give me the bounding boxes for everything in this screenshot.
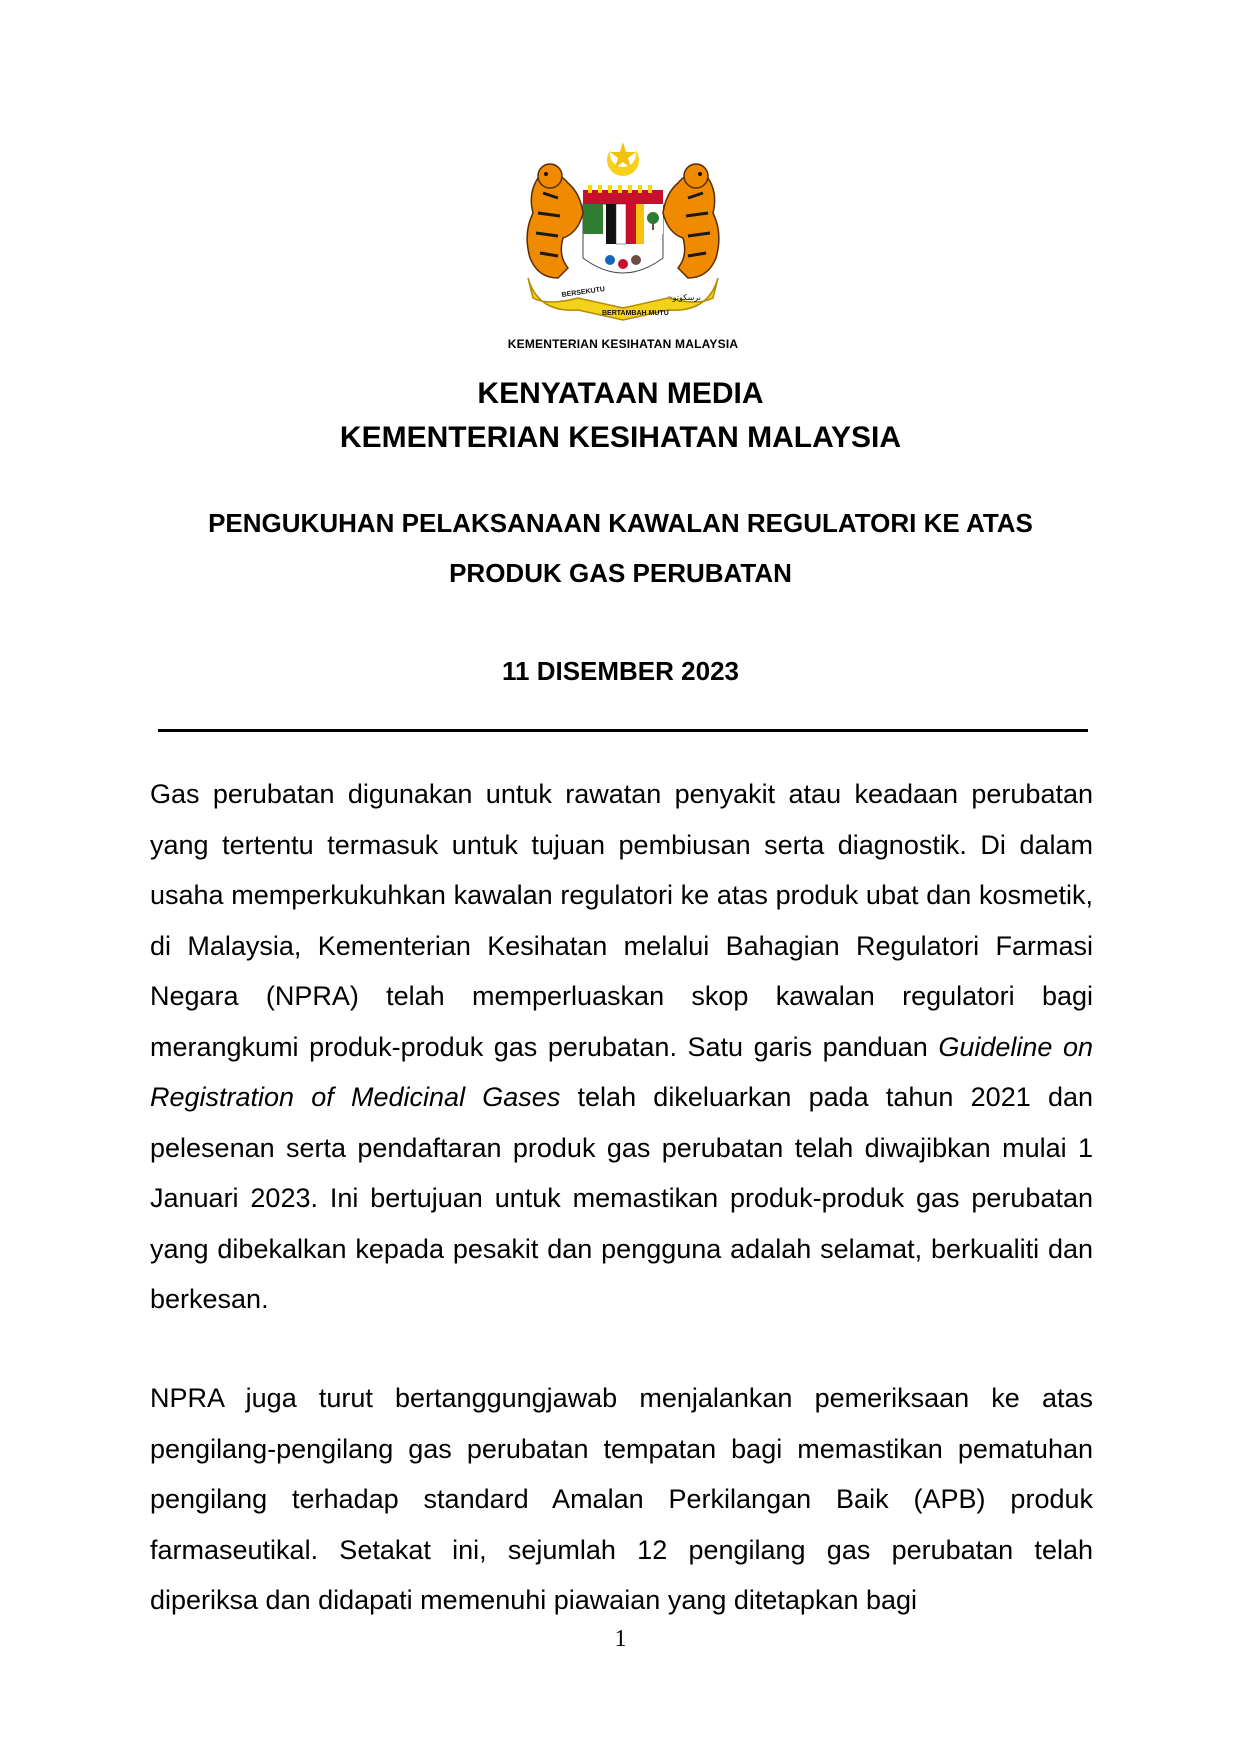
motto-left-text: BERSEKUTU [561, 285, 606, 299]
paragraph-2: NPRA juga turut bertanggungjawab menjalankan pemeriksaan ke atas pengilang-pengilang gas perubatan tempatan bagi memastikan pematuhan pengilang terhadap standard Amalan Perkilangan Baik (APB) produk farmaseutikal. Setakat ini, sejumlah 12 pengilang gas perubatan telah diperiksa dan didapati memenuhi piawaian yang ditetapkan bagi [150, 1383, 1093, 1615]
svg-text:~ىرسكوتو: ~ىرسكوتو [668, 293, 701, 302]
divider-rule [158, 729, 1088, 732]
motto-center-text: BERTAMBAH MUTU [602, 310, 669, 317]
left-tiger-icon [527, 164, 583, 278]
subject-line-2: PRODUK GAS PERUBATAN [449, 558, 792, 588]
heading-line-1: KENYATAAN MEDIA [477, 377, 764, 410]
heading-line-2: KEMENTERIAN KESIHATAN MALAYSIA [339, 421, 902, 454]
page-number: 1 [614, 1626, 627, 1652]
guideline-title: Guideline on Registration of Medicinal Gases [150, 1031, 1093, 1112]
paragraph-1-part-a: Gas perubatan digunakan untuk rawatan penyakit atau keadaan perubatan yang tertentu termasuk untuk tujuan pembiusan serta diagnostik. Di dalam usaha memperkukuhkan kawalan regulatori ke atas produk ubat dan kosmetik, di Malaysia, Kementerian Kesihatan melalui Bahagian Regulatori Farmasi Negara (NPRA) telah memperluaskan skop kawalan regulatori bagi merangkumi produk-produk gas perubatan. Satu garis panduan [150, 779, 1093, 1062]
release-date: 11 DISEMBER 2023 [501, 656, 739, 686]
logo-caption: KEMENTERIAN KESIHATAN MALAYSIA [507, 337, 739, 351]
subject-line-1: PENGUKUHAN PELAKSANAAN KAWALAN REGULATORI KE ATAS [208, 508, 1033, 538]
paragraph-1 [150, 769, 1093, 1325]
right-tiger-icon [663, 164, 719, 278]
malaysia-coat-of-arms-logo [498, 138, 748, 338]
paragraph-1-part-b: telah dikeluarkan pada tahun 2021 dan pelesenan serta pendaftaran produk gas perubatan telah diwajibkan mulai 1 Januari 2023. Ini bertujuan untuk memastikan produk-produk gas perubatan yang dibekalkan kepada pesakit dan pengguna adalah selamat, berkualiti dan berkesan. [150, 1082, 1093, 1314]
